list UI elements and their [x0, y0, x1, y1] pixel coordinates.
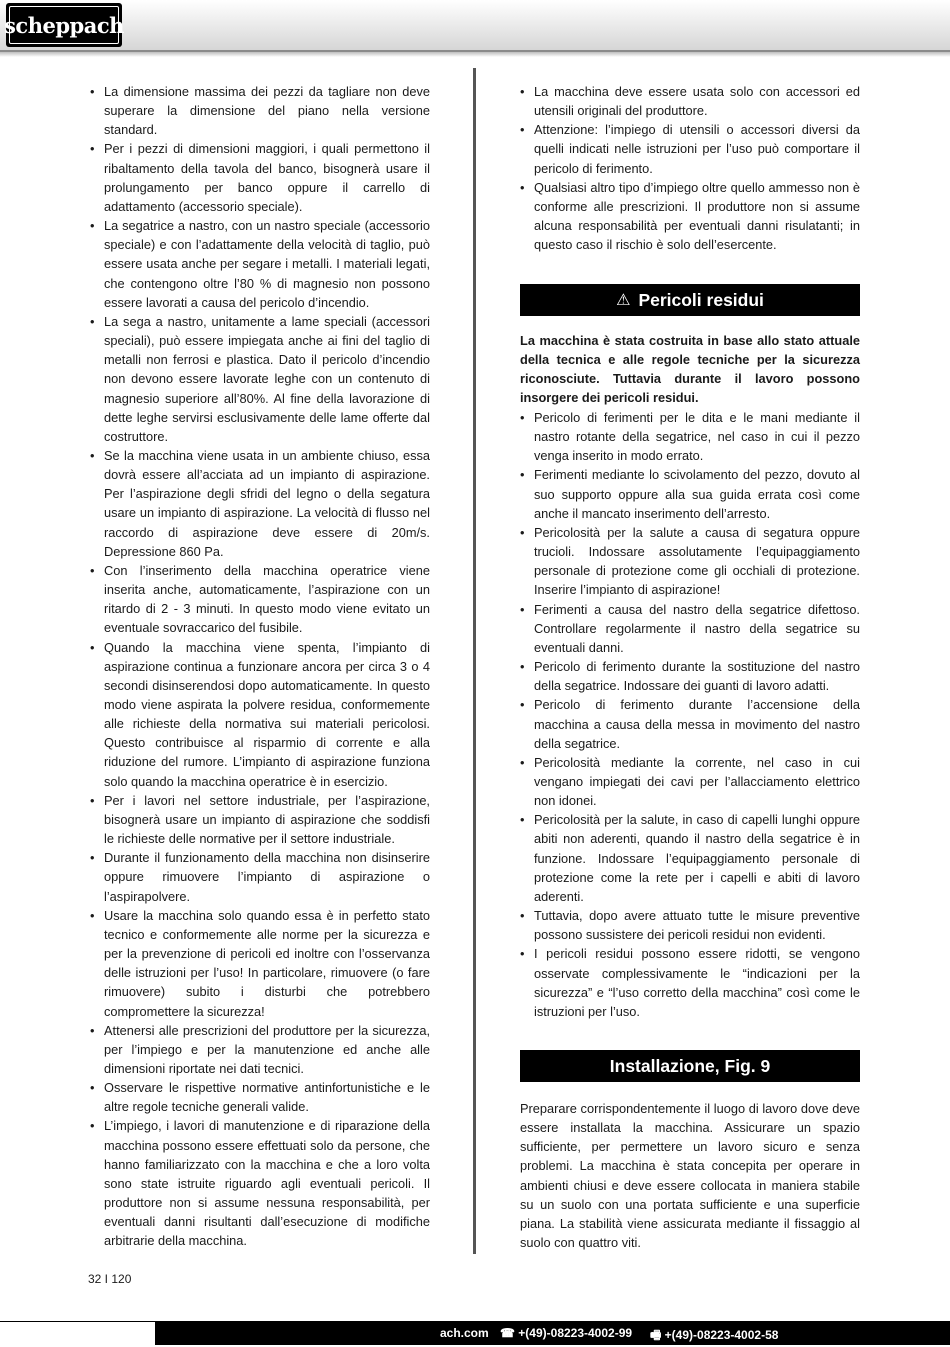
left-column — [88, 82, 430, 1251]
list-item: • Pericolosità per la salute, in caso di capelli lunghi oppure abiti non aderenti, quando il nastro della segatrice è in funzione. Indossare l’equipaggiamento personale di protezione come la rete per i capelli e abiti di lavoro aderenti. — [518, 810, 860, 906]
list-item: • La segatrice a nastro, con un nastro speciale (accessorio speciale) e con l’adattamente della velocità di taglio, può essere usata anche per segare i metalli. I materiali legati, che contengono oltre l’80 % di magnesio non possono essere lavorati a causa del pericolo d’incendio. — [88, 216, 430, 312]
list-item: • Pericolosità mediante la corrente, nel caso in cui vengano impiegati dei cavi per l’allacciamento elettrico non idonei. — [518, 753, 860, 810]
fax-icon: 🖷 — [650, 1328, 662, 1342]
right-column — [518, 82, 860, 254]
column-divider — [473, 68, 476, 1254]
list-item: • I pericoli residui possono essere ridotti, se vengono osservate complessivamente le “indicazioni per la sicurezza” e “l’uso corretto della macchina” così come le istruzioni per l’uso. — [518, 944, 860, 1021]
residual-risks-list — [518, 408, 860, 1021]
list-item: • Attenersi alle prescrizioni del produttore per la sicurezza, per l’impiego e per la manutenzione ed anche alle dimensioni riportate nei dati tecnici. — [88, 1021, 430, 1078]
residual-risks-heading — [520, 284, 860, 316]
footer-phone — [500, 1326, 632, 1340]
footer-phone-number: +(49)-08223-4002-99 — [518, 1326, 633, 1340]
list-item: • Usare la macchina solo quando essa è in perfetto stato tecnico e conformemente alle norme per la sicurezza e per la prevenzione di pericoli ed inoltre con l’osservanza delle istruzioni per l’uso! In particolare, rimuovere (o fare rimuovere) subito i disturbi che potrebbero compromettere la sicurezza! — [88, 906, 430, 1021]
list-item: • La macchina deve essere usata solo con accessori ed utensili originali del produttore. — [518, 82, 860, 120]
list-item: • Pericolo di ferimento durante l’accensione della macchina a causa della messa in movimento del nastro della segatrice. — [518, 695, 860, 752]
page-header — [0, 0, 950, 52]
warning-triangle-icon: ⚠ — [616, 292, 631, 309]
header-shadow — [0, 52, 950, 57]
usage-list — [518, 82, 860, 254]
list-item: • Pericolo di ferimento durante la sostituzione del nastro della segatrice. Indossare dei guanti di lavoro adatti. — [518, 657, 860, 695]
list-item: • Pericolo di ferimenti per le dita e le mani mediante il nastro rotante della segatrice, nel caso in cui il pezzo venga inserito in modo errato. — [518, 408, 860, 465]
page-number: 32 I 120 — [88, 1272, 132, 1286]
list-item: • Durante il funzionamento della macchina non disinserire oppure rimuovere l’impianto di aspirazione o l’aspirapolvere. — [88, 848, 430, 905]
installation-text: Preparare corrispondentemente il luogo di lavoro dove deve essere installata la macchina. Assicurare un spazio sufficiente, per permettere un lavoro sicuro e senza problemi. La macchina è stata concepita per operare in ambienti chiusi e deve essere collocata in maniera stabile su un suolo con una portata sufficiente e una superficie piana. La stabilità viene assicurata mediante il fissaggio al suolo con quattro viti. — [520, 1101, 860, 1251]
list-item: • Ferimenti mediante lo scivolamento del pezzo, dovuto al suo supporto oppure alla sua guida errata così come anche il mancato inserimento dell’arresto. — [518, 465, 860, 522]
list-item: • Per i lavori nel settore industriale, per l’aspirazione, bisognerà usare un impianto di aspirazione che soddisfi le richieste delle normative per il settore industriale. — [88, 791, 430, 848]
list-item: • L’impiego, i lavori di manutenzione e di riparazione della macchina possono essere effettuati solo da persone, che hanno familiarizzato con la macchina e che a loro volta sono state istruite riguardo agli eventuali pericoli. Il produttore non si assume nessuna responsabilità, per eventuali danni risultanti dall’esecuzione di modifiche arbitrarie della macchina. — [88, 1116, 430, 1250]
list-item: • Tuttavia, dopo avere attuato tutte le misure preventive possono sussistere dei pericoli residui non evidenti. — [518, 906, 860, 944]
list-item: • Quando la macchina viene spenta, l’impianto di aspirazione continua a funzionare ancora per circa 3 o 4 secondi disinserendosi dopo automaticamente. In questo modo viene aspirata la polvere residua, conformemente alle richieste della normativa sui materiali pericolosi. Questo contribuisce al risparmio di corrente e alla riduzione del rumore. L’impianto di aspirazione funziona solo quando la macchina operatrice è in esercizio. — [88, 638, 430, 791]
page-footer — [0, 1321, 950, 1345]
footer-left-blank — [0, 1321, 155, 1346]
footer-contact-bar — [155, 1321, 950, 1345]
list-item: • La dimensione massima dei pezzi da tagliare non deve superare la dimensione del piano nella versione standard. — [88, 82, 430, 139]
footer-website: ach.com — [440, 1326, 489, 1340]
safety-list — [88, 82, 430, 1251]
logo-text: scheppach — [4, 12, 124, 38]
list-item: • Per i pezzi di dimensioni maggiori, i quali permettono il ribaltamento della tavola del banco, bisognerà usare il prolungamento per banco oppure il carrello di adattamento (accessorio speciale). — [88, 139, 430, 216]
list-item: • Qualsiasi altro tipo d’impiego oltre quello ammesso non è conforme alle prescrizioni. Il produttore non si assume alcuna responsabilità per eventuali danni risulatanti; in questo caso il rischio è solo dell’esercente. — [518, 178, 860, 255]
residual-risks-column — [518, 408, 860, 1021]
list-item: • Ferimenti a causa del nastro della segatrice difettoso. Controllare regolarmente il nastro della segatrice su eventuali danni. — [518, 600, 860, 657]
phone-icon: ☎ — [500, 1326, 515, 1340]
installation-title: Installazione, Fig. 9 — [609, 1055, 771, 1076]
list-item: • Osservare le rispettive normative antinfortunistiche e le altre regole tecniche generali valide. — [88, 1078, 430, 1116]
list-item: • Attenzione: l’impiego di utensili o accessori diversi da quelli indicati nelle istruzioni per l’uso può comportare il pericolo di ferimento. — [518, 120, 860, 177]
list-item: • Pericolosità per la salute a causa di segatura oppure trucioli. Indossare assolutamente l’equipaggiamento personale di protezione come gli occhiali di protezione. Inserire l’impianto di aspirazione! — [518, 523, 860, 600]
list-item: • Con l’inserimento della macchina operatrice viene inserita anche, automaticamente, l’aspirazione con un ritardo di 2 - 3 minuti. In questo modo viene evitato un eventuale sovraccarico del fusibile. — [88, 561, 430, 638]
scheppach-logo — [6, 3, 122, 47]
list-item: • La sega a nastro, unitamente a lame speciali (accessori speciali), può essere impiegata anche ai fini del taglio di metalli non ferrosi e plastica. Dato il pericolo d’incendio non devono essere lavorate leghe con un contenuto di magnesio superiore all’80%. Al fine della lavorazione di dette leghe servirsi esclusivamente delle lame offerte dal costruttore. — [88, 312, 430, 446]
footer-fax — [650, 1326, 778, 1347]
residual-risks-intro: La macchina è stata costruita in base allo stato attuale della tecnica e alle regole tecniche per la sicurezza riconosciute. Tuttavia durante il lavoro possono insorgere dei pericoli residui. — [520, 333, 860, 406]
residual-risks-title: Pericoli residui — [638, 289, 764, 310]
installation-heading — [520, 1050, 860, 1082]
footer-fax-number: +(49)-08223-4002-58 — [664, 1328, 779, 1342]
list-item: • Se la macchina viene usata in un ambiente chiuso, essa dovrà essere all’acciata ad un impianto di aspirazione. Per l’aspirazione degli sfridi del legno o della segatura usare un impianto di aspirazione. La velocità di flusso nel raccordo di aspirazione deve essere di 20m/s. Depressione 860 Pa. — [88, 446, 430, 561]
